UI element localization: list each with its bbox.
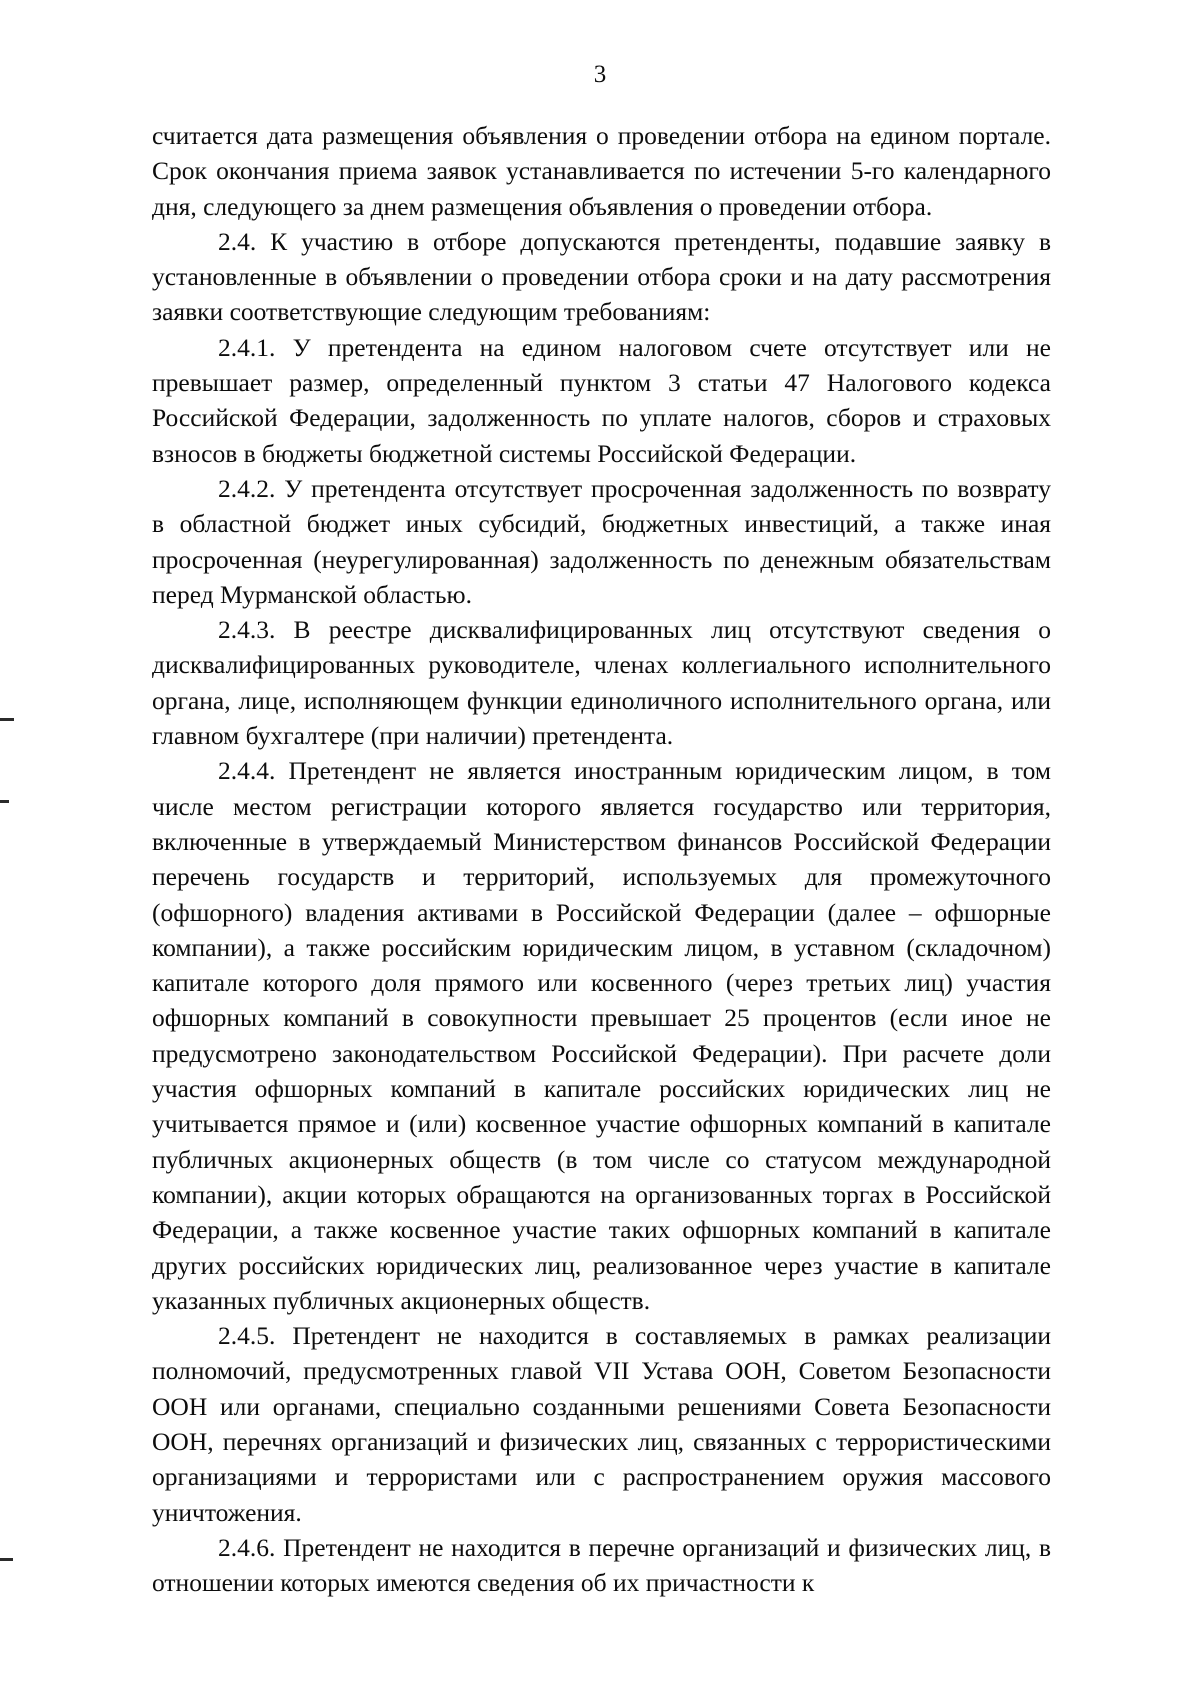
- paragraph-2-4-3: 2.4.3. В реестре дисквалифицированных лиц отсутствуют сведения о дисквалифицированных руководителе, членах коллегиального исполнительного органа, лице, исполняющем функции единоличного исполнительного органа, или главном бухгалтере (при наличии) претендента.: [152, 615, 1051, 751]
- scan-edge-mark: [0, 718, 14, 721]
- scan-edge-mark: [0, 800, 9, 803]
- paragraph-2-4-6: 2.4.6. Претендент не находится в перечне организаций и физических лиц, в отношении которых имеются сведения об их причастности к: [152, 1532, 1051, 1598]
- paragraph-2-4-1: 2.4.1. У претендента на едином налоговом счете отсутствует или не превышает размер, определенный пунктом 3 статьи 47 Налогового кодекса Российской Федерации, задолженность по уплате налогов, сборов и страховых взносов в бюджеты бюджетной системы Российской Федерации.: [152, 332, 1051, 468]
- document-body: [152, 118, 1051, 1600]
- scan-edge-mark: [0, 1558, 13, 1561]
- paragraph-2-4-4: 2.4.4. Претендент не является иностранным юридическим лицом, в том числе местом регистрации которого является государство или территория, включенные в утверждаемый Министерством финансов Российской Федерации перечень государств и территорий, используемых для промежуточного (офшорного) владения активами в Российской Федерации (далее – офшорные компании), а также российским юридическим лицом, в уставном (складочном) капитале которого доля прямого или косвенного (через третьих лиц) участия офшорных компаний в совокупности превышает 25 процентов (если иное не предусмотрено законодательством Российской Федерации). При расчете доли участия офшорных компаний в капитале российских юридических лиц не учитывается прямое и (или) косвенное участие офшорных компаний в капитале публичных акционерных обществ (в том числе со статусом международной компании), акции которых обращаются на организованных торгах в Российской Федерации, а также косвенное участие таких офшорных компаний в капитале других российских юридических лиц, реализованное через участие в капитале указанных публичных акционерных обществ.: [152, 756, 1051, 1315]
- paragraph-2-4: 2.4. К участию в отборе допускаются претенденты, подавшие заявку в установленные в объявлении о проведении отбора сроки и на дату рассмотрения заявки соответствующие следующим требованиям:: [152, 226, 1051, 327]
- page-number: 3: [593, 61, 607, 88]
- paragraph-2-4-2: 2.4.2. У претендента отсутствует просроченная задолженность по возврату в областной бюджет иных субсидий, бюджетных инвестиций, а также иная просроченная (неурегулированная) задолженность по денежным обязательствам перед Мурманской областью.: [152, 473, 1051, 609]
- paragraph-2-4-5: 2.4.5. Претендент не находится в составляемых в рамках реализации полномочий, предусмотренных главой VII Устава ООН, Советом Безопасности ООН или органами, специально созданными решениями Совета Безопасности ООН, перечнях организаций и физических лиц, связанных с террористическими организациями и террористами или с распространением оружия массового уничтожения.: [152, 1321, 1051, 1527]
- paragraph-continuation: считается дата размещения объявления о проведении отбора на едином портале. Срок окончания приема заявок устанавливается по истечении 5-го календарного дня, следующего за днем размещения объявления о проведении отбора.: [152, 121, 1051, 221]
